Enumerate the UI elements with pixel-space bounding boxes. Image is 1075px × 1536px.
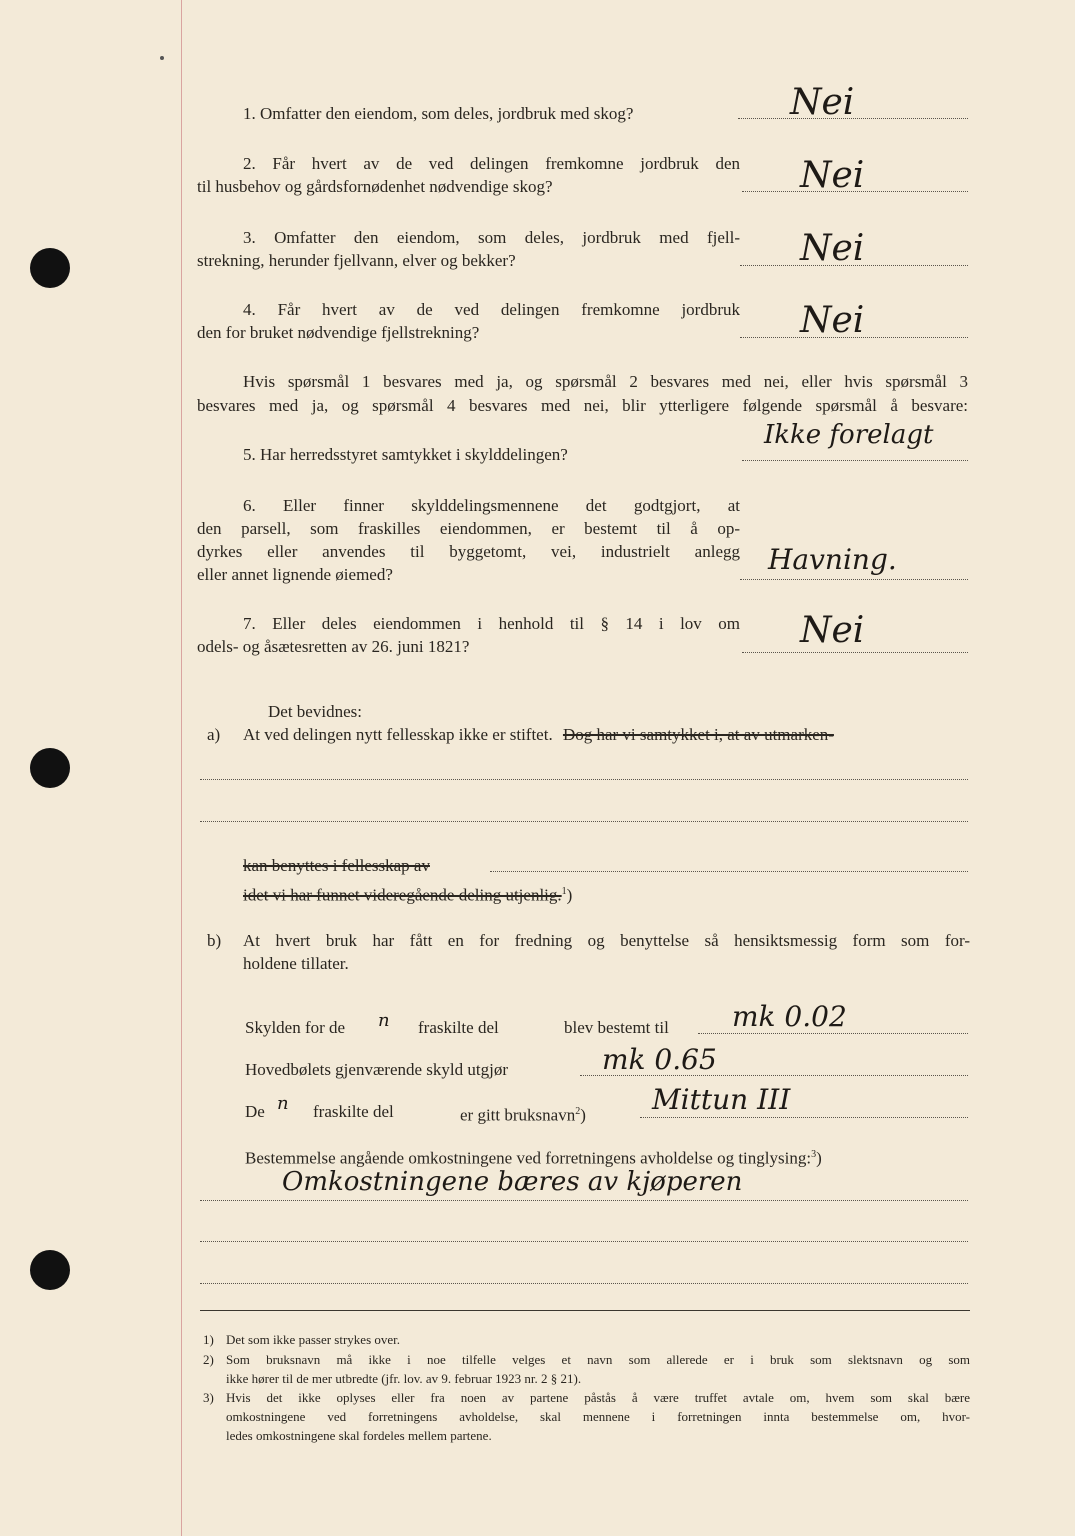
skyld-answer-handwritten: mk 0.02	[732, 1000, 847, 1033]
question-4-line-1: 4. Får hvert av de ved delingen fremkomne jordbruk	[243, 300, 740, 319]
answer-2-handwritten: Nei	[800, 155, 865, 196]
blank-line-3	[490, 871, 968, 872]
footnote-1-mark: 1)	[203, 1332, 214, 1347]
skyld-label-2: fraskilte del	[418, 1018, 499, 1037]
skyld-handwritten-suffix: n	[378, 1010, 390, 1031]
footnote-ref-2: 2	[575, 1106, 581, 1117]
answer-line-5	[742, 460, 968, 461]
question-7-line-1: 7. Eller deles eiendommen i henhold til § 14 i lov om	[243, 614, 740, 633]
question-3-line-1: 3. Omfatter den eiendom, som deles, jordbruk med fjell-	[243, 228, 740, 247]
struck-line-2-wrap	[243, 881, 572, 907]
question-7-line-2: odels- og åsætesretten av 26. juni 1821?	[197, 637, 470, 656]
footnote-3-mark: 3)	[203, 1390, 214, 1405]
closing-paren: )	[566, 885, 573, 905]
question-3-line-2: strekning, herunder fjellvann, elver og bekker?	[197, 251, 516, 270]
attest-b-label: b)	[207, 931, 222, 950]
condition-line-1: Hvis spørsmål 1 besvares med ja, og spørsmål 2 besvares med nei, eller hvis spørsmål 3	[243, 372, 968, 391]
paper-speck	[160, 56, 164, 60]
attest-a-label: a)	[207, 725, 221, 744]
attest-b-line-2: holdene tillater.	[243, 954, 349, 973]
footnote-3-line-3: ledes omkostningene skal fordeles mellem partene.	[226, 1428, 492, 1443]
answer-6-handwritten: Havning.	[768, 543, 897, 576]
footnote-ref-3: 3	[811, 1149, 817, 1160]
footnote-3-line-1: Hvis det ikke oplyses eller fra noen av partene påstås å være truffet avtale om, hvem som skal bære	[226, 1390, 970, 1405]
question-6-line-4: eller annet lignende øiemed?	[197, 565, 393, 584]
navn-label-2: fraskilte del	[313, 1102, 394, 1121]
skyld-answer-line	[698, 1033, 968, 1034]
navn-answer-line	[640, 1117, 968, 1118]
footnote-1-line-1: Det som ikke passer strykes over.	[226, 1332, 401, 1347]
answer-5-handwritten: Ikke forelagt	[764, 420, 934, 450]
answer-4-handwritten: Nei	[800, 300, 865, 341]
attest-a-statement: At ved delingen nytt fellesskap ikke er stiftet.	[243, 725, 553, 744]
hovedbol-label: Hovedbølets gjenværende skyld utgjør	[245, 1060, 508, 1079]
punch-hole-top	[30, 248, 70, 288]
answer-line-6	[740, 579, 968, 580]
question-5-text: 5. Har herredsstyret samtykket i skylddelingen?	[243, 445, 568, 464]
navn-label-3-wrap	[460, 1101, 586, 1127]
question-6-line-3: dyrkes eller anvendes til byggetomt, vei, industrielt anlegg	[197, 542, 740, 561]
footnote-2-line-1: Som bruksnavn må ikke i noe tilfelle velges et navn som allerede er i bruk som slektsnavn og som	[226, 1352, 970, 1367]
margin-line	[181, 0, 182, 1536]
attest-a-text	[243, 724, 834, 746]
attest-a-struck: Dog har vi samtykket i, at av utmarken-	[562, 725, 834, 744]
question-2-line-1: 2. Får hvert av de ved delingen fremkomne jordbruk den	[243, 154, 740, 173]
question-6-line-1: 6. Eller finner skylddelingsmennene det godtgjort, at	[243, 496, 740, 515]
condition-line-2: besvares med ja, og spørsmål 4 besvares med nei, blir ytterligere følgende spørsmål å besvare:	[197, 396, 968, 415]
cost-label-wrap	[245, 1144, 822, 1170]
footnote-ref-1: 1	[561, 886, 567, 897]
answer-line-7	[742, 652, 968, 653]
navn-handwritten-suffix: n	[277, 1093, 289, 1114]
navn-answer-handwritten: Mittun III	[652, 1083, 791, 1116]
struck-line-2: idet vi har funnet videregående deling utjenlig.	[243, 885, 562, 905]
navn-paren: )	[580, 1105, 586, 1125]
footnote-2-line-2: ikke hører til de mer utbredte (jfr. lov. av 9. februar 1923 nr. 2 § 21).	[226, 1371, 582, 1386]
cost-answer-handwritten: Omkostningene bæres av kjøperen	[282, 1167, 743, 1197]
struck-line-1: kan benyttes i fellesskap av	[243, 856, 430, 875]
cost-answer-line-2	[200, 1241, 968, 1242]
punch-hole-middle	[30, 748, 70, 788]
answer-3-handwritten: Nei	[800, 228, 865, 269]
hovedbol-answer-handwritten: mk 0.65	[602, 1043, 717, 1076]
navn-label-1: De	[245, 1102, 265, 1121]
attest-b-line-1: At hvert bruk har fått en for fredning og benyttelse så hensiktsmessig form som for-	[243, 931, 970, 950]
question-4-line-2: den for bruket nødvendige fjellstrekning?	[197, 323, 480, 342]
cost-paren: )	[816, 1148, 822, 1168]
skyld-label-1: Skylden for de	[245, 1018, 346, 1037]
question-2-line-2: til husbehov og gårdsfornødenhet nødvendige skog?	[197, 177, 553, 196]
answer-7-handwritten: Nei	[800, 610, 865, 651]
answer-1-handwritten: Nei	[790, 82, 855, 123]
cost-answer-line-1	[200, 1200, 968, 1201]
attest-heading: Det bevidnes:	[268, 702, 362, 721]
navn-label-3: er gitt bruksnavn	[460, 1105, 576, 1125]
footnote-2-mark: 2)	[203, 1352, 214, 1367]
blank-line-1	[200, 779, 968, 780]
cost-answer-line-3	[200, 1283, 968, 1284]
question-6-line-2: den parsell, som fraskilles eiendommen, er bestemt til å op-	[197, 519, 740, 538]
question-1-text: 1. Omfatter den eiendom, som deles, jordbruk med skog?	[243, 104, 634, 123]
skyld-label-3: blev bestemt til	[564, 1018, 669, 1037]
footnote-separator	[200, 1310, 970, 1311]
punch-hole-bottom	[30, 1250, 70, 1290]
blank-line-2	[200, 821, 968, 822]
footnote-3-line-2: omkostningene ved forretningens avholdelse, skal mennene i forretningen innta bestemmelse om, hvor-	[226, 1409, 970, 1424]
cost-label: Bestemmelse angående omkostningene ved forretningens avholdelse og tinglysing:	[245, 1148, 812, 1168]
